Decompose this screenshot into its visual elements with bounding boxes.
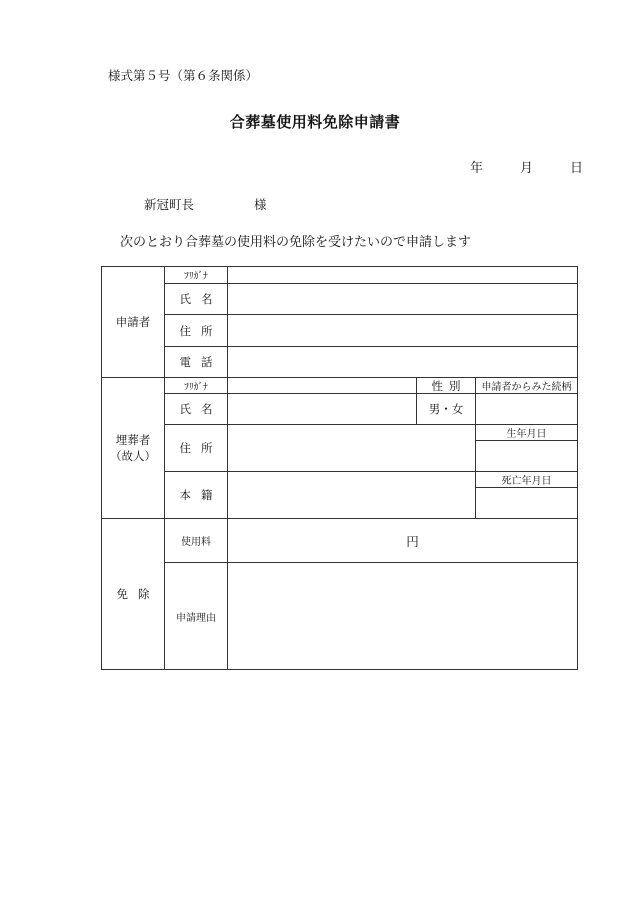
relation-label: 申請者からみた続柄 bbox=[481, 382, 572, 393]
applicant-address-field[interactable] bbox=[228, 315, 577, 346]
fee-label: 使用料 bbox=[181, 537, 211, 548]
table-border-right bbox=[577, 266, 578, 670]
addressee: 新冠町長 bbox=[144, 197, 195, 212]
deceased-section-label bbox=[102, 378, 164, 518]
death-date-label: 死亡年月日 bbox=[501, 476, 552, 487]
deceased-section-line1: 埋葬者 bbox=[115, 433, 151, 447]
fee-unit: 円 bbox=[406, 533, 419, 549]
deceased-section-line2: （故人） bbox=[110, 449, 156, 463]
gender-value[interactable]: 男・女 bbox=[428, 402, 464, 416]
document-title: 合葬墓使用料免除申請書 bbox=[229, 113, 401, 131]
applicant-phone-label: 電話 bbox=[179, 355, 223, 369]
domicile-label: 本籍 bbox=[179, 488, 223, 502]
table-border-bottom bbox=[101, 669, 578, 670]
applicant-address-label: 住所 bbox=[179, 323, 223, 338]
gender-label: 性別 bbox=[431, 378, 467, 393]
applicant-phone-field[interactable] bbox=[228, 347, 577, 377]
birth-date-label: 生年月日 bbox=[506, 429, 547, 440]
exemption-section-label: 免除 bbox=[116, 587, 160, 601]
date-day-label: 日 bbox=[570, 161, 584, 176]
deceased-address-label: 住所 bbox=[179, 441, 223, 455]
applicant-name-label: 氏名 bbox=[179, 292, 223, 306]
deceased-name-label: 氏名 bbox=[179, 402, 223, 416]
honorific: 様 bbox=[254, 197, 267, 212]
death-date-field[interactable] bbox=[476, 488, 577, 518]
deceased-furigana-field[interactable] bbox=[228, 378, 416, 393]
fee-field[interactable] bbox=[228, 519, 577, 562]
reason-field[interactable] bbox=[228, 563, 577, 669]
relation-field[interactable] bbox=[476, 394, 577, 424]
reason-label: 申請理由 bbox=[176, 612, 216, 624]
date-month-label: 月 bbox=[520, 161, 534, 176]
applicant-furigana-label: ﾌﾘｶﾞﾅ bbox=[184, 271, 208, 282]
deceased-name-field[interactable] bbox=[228, 394, 416, 424]
deceased-address-field[interactable] bbox=[228, 425, 475, 471]
birth-date-field[interactable] bbox=[476, 441, 577, 471]
form-number: 様式第５号（第６条関係） bbox=[108, 68, 259, 83]
applicant-section-label: 申請者 bbox=[115, 315, 151, 329]
applicant-name-field[interactable] bbox=[228, 284, 577, 314]
domicile-field[interactable] bbox=[228, 472, 475, 518]
applicant-furigana-field[interactable] bbox=[228, 267, 577, 283]
application-statement: 次のとおり合葬墓の使用料の免除を受けたいので申請します bbox=[120, 235, 472, 250]
date-year-label: 年 bbox=[470, 161, 484, 176]
deceased-furigana-label: ﾌﾘｶﾞﾅ bbox=[184, 381, 208, 393]
